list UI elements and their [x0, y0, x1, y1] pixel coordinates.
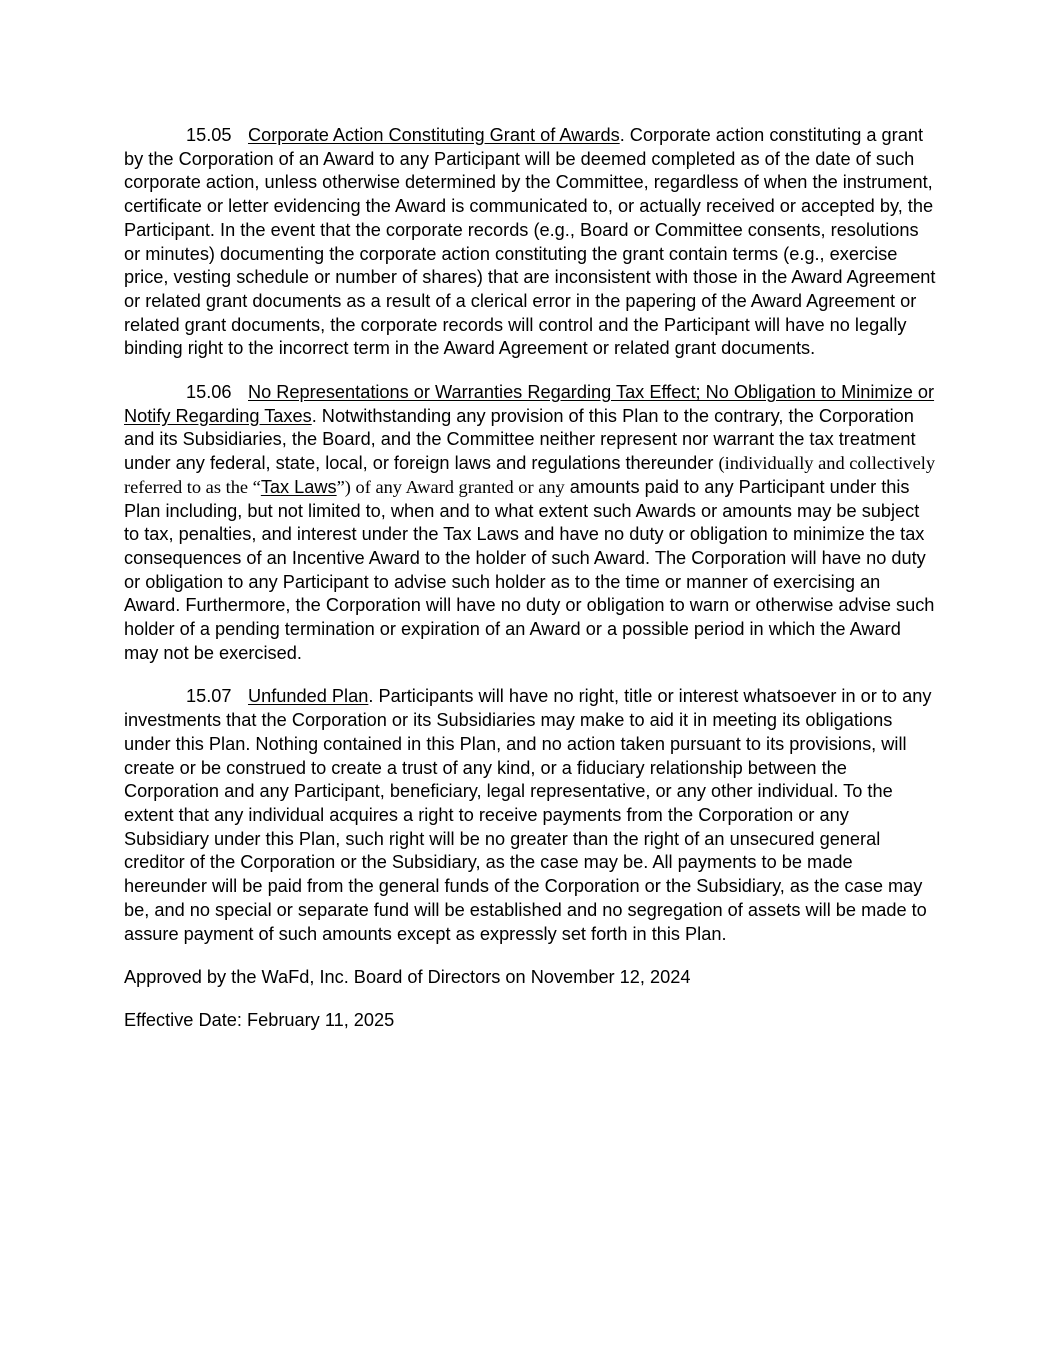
section-number: 15.05	[186, 125, 232, 145]
section-heading: Corporate Action Constituting Grant of Awards	[248, 125, 620, 145]
effective-date: Effective Date: February 11, 2025	[124, 1009, 395, 1030]
section-heading: No Representations or Warranties Regarding Tax Effect; No Obligation to Minimize or Notify Regarding Taxes	[124, 382, 935, 426]
section-body-serif-part-2: ”) of any Award granted or any	[336, 476, 565, 497]
section-number: 15.06	[186, 382, 232, 403]
section-body: . Participants will have no right, title or interest whatsoever in or to any investments that the Corporation or its Subsidiaries may make to aid it in meeting its obligations under this Plan. Nothing contained in this Plan, and no action taken pursuant to its provisions, will create or be construed to create a trust of any kind, or a fiduciary relationship between the Corporation and any Participant, beneficiary, legal representative, or any other individual. To the extent that any individual acquires a right to receive payments from the Corporation or any Subsidiary under this Plan, such right will be no greater than the right of an unsecured general creditor of the Corporation or the Subsidiary, as the case may be. All payments to be made hereunder will be paid from the general funds of the Corporation or the Subsidiary, as the case may be, and no special or separate fund will be established and no segregation of assets will be made to assure payment of such amounts except as expressly set forth in this Plan.	[124, 686, 932, 944]
section-body-part-2: amounts paid to any Participant under this Plan including, but not limited to, when and to what extent such Awards or amounts may be subject to tax, penalties, and interest under the Tax Laws and have no duty or obligation to minimize the tax consequences of an Incentive Award to the holder of such Award. The Corporation will have no duty or obligation to any Participant to advise such holder as to the time or manner of exercising an Award. Furthermore, the Corporation will have no duty or obligation to warn or otherwise advise such holder of a pending termination or expiration of an Award or a possible period in which the Award may not be exercised.	[124, 476, 935, 663]
section-15-07	[124, 685, 936, 946]
section-heading: Unfunded Plan	[248, 686, 369, 707]
defined-term-tax-laws: Tax Laws	[260, 476, 337, 497]
section-body-part-1: . Notwithstanding any provision of this Plan to the contrary, the Corporation and its Subsidiaries, the Board, and the Committee neither represent nor warrant the tax treatment under any federal, state, local, or foreign laws and regulations thereunder	[124, 405, 916, 474]
section-15-06	[124, 381, 936, 665]
document-page	[124, 124, 936, 1052]
approval-statement: Approved by the WaFd, Inc. Board of Directors on November 12, 2024	[124, 967, 691, 988]
section-number: 15.07	[186, 686, 232, 707]
section-15-05	[124, 124, 936, 361]
section-body: . Corporate action constituting a grant by the Corporation of an Award to any Participant will be deemed completed as of the date of such corporate action, unless otherwise determined by the Committee, regardless of when the instrument, certificate or letter evidencing the Award is communicated to, or actually received or accepted by, the Participant. In the event that the corporate records (e.g., Board or Committee consents, resolutions or minutes) documenting the corporate action constituting the grant contain terms (e.g., exercise price, vesting schedule or number of shares) that are inconsistent with those in the Award Agreement or related grant documents as a result of a clerical error in the papering of the Award Agreement or related grant documents, the corporate records will control and the Participant will have no legally binding right to the incorrect term in the Award Agreement or related grant documents.	[124, 125, 936, 359]
section-body-serif-part-1: (individually and collectively referred to as the “	[124, 453, 936, 497]
